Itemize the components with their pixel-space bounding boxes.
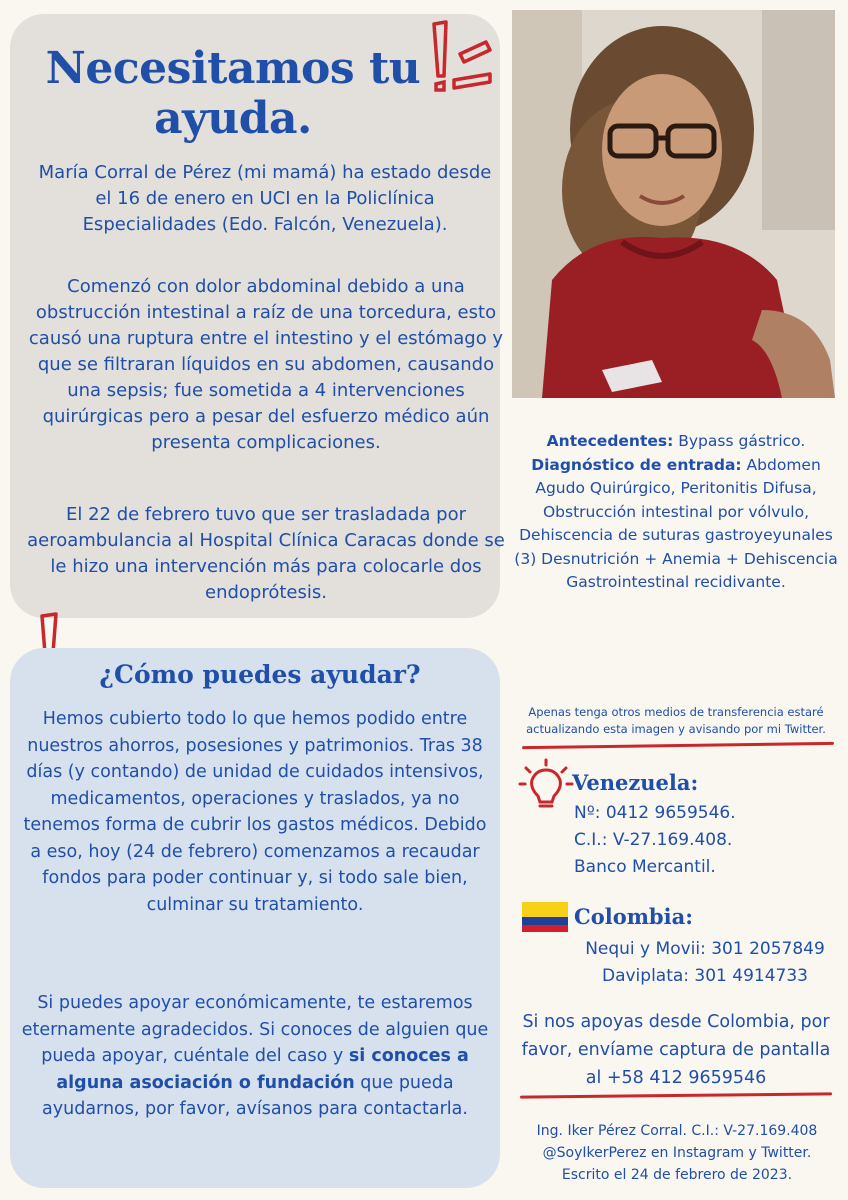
venezuela-bank: Banco Mercantil. xyxy=(574,857,716,877)
signature-name: Ing. Iker Pérez Corral. C.I.: V-27.169.408 xyxy=(536,1123,818,1139)
signature-social: @SoyIkerPerez en Instagram y Twitter. xyxy=(542,1145,812,1161)
mother-photo xyxy=(512,10,835,398)
portrait-illustration xyxy=(512,10,835,398)
colombia-info xyxy=(570,936,840,990)
signature-date: Escrito el 24 de febrero de 2023. xyxy=(561,1167,793,1183)
colombia-nequi: Nequi y Movii: 301 2057849 xyxy=(585,939,825,959)
colombia-ask: Si nos apoyas desde Colombia, por favor, envíame captura de pantalla al +58 412 9659546 xyxy=(521,1012,831,1088)
venezuela-ci: C.I.: V-27.169.408. xyxy=(574,830,733,850)
medical-details xyxy=(512,430,840,595)
antecedentes-value: Bypass gástrico. xyxy=(673,432,806,450)
update-note: Apenas tenga otros medios de transferencia estaré actualizando esta imagen y avisando por mi Twitter. xyxy=(526,705,826,736)
antecedentes-label: Antecedentes: xyxy=(546,432,674,450)
help-title: ¿Cómo puedes ayudar? xyxy=(99,660,421,689)
help-paragraph: Hemos cubierto todo lo que hemos podido entre nuestros ahorros, posesiones y patrimonios. Tras 38 días (y contando) de unidad de cuidados intensivos, medicamentos, operaciones y traslados, ya no tenemos forma de cubrir los gastos médicos. Debido a eso, hoy (24 de febrero) comenzamos a recaudar fondos para poder continuar y, si todo sale bien, culminar su tratamiento. xyxy=(23,709,487,915)
signature xyxy=(512,1120,842,1186)
diagnostico-value: Abdomen Agudo Quirúrgico, Peritonitis Difusa, Obstrucción intestinal por vólvulo, Dehiscencia de suturas gastroyeyunales (3) Desnutrición + Anemia + Dehiscencia Gastrointestinal recidivante. xyxy=(514,455,838,591)
ask-underline xyxy=(520,1092,832,1098)
support-text-b: que pueda ayudarnos, por favor, avísanos para contactarla. xyxy=(42,1072,468,1119)
exclamation-icon xyxy=(420,16,500,106)
colombia-flag-icon xyxy=(522,902,568,932)
colombia-title: Colombia: xyxy=(574,904,693,929)
colombia-daviplata: Daviplata: 301 4914733 xyxy=(601,966,808,986)
transfer-paragraph: El 22 de febrero tuvo que ser trasladada por aeroambulancia al Hospital Clínica Caracas donde se le hizo una intervención más para colocarle dos endoprótesis. xyxy=(27,504,505,603)
support-text-bold: si conoces a alguna asociación o fundación xyxy=(56,1046,469,1093)
intro-paragraph: María Corral de Pérez (mi mamá) ha estado desde el 16 de enero en UCI en la Policlínica Especialidades (Edo. Falcón, Venezuela). xyxy=(38,162,492,235)
venezuela-info xyxy=(574,800,736,881)
venezuela-title: Venezuela: xyxy=(572,770,699,795)
lightbulb-icon xyxy=(518,758,574,814)
main-title: Necesitamos tu ayuda. xyxy=(45,43,421,144)
venezuela-number: Nº: 0412 9659546. xyxy=(574,803,736,823)
condition-paragraph: Comenzó con dolor abdominal debido a una obstrucción intestinal a raíz de una torcedura, esto causó una ruptura entre el intestino y el estómago y que se filtraran líquidos en su abdomen, causando una sepsis; fue sometida a 4 intervenciones quirúrgicas pero a pesar del esfuerzo médico aún presenta complicaciones. xyxy=(28,276,504,453)
diagnostico-label: Diagnóstico de entrada: xyxy=(531,455,742,474)
support-text-a: Si puedes apoyar económicamente, te estaremos eternamente agradecidos. Si conoces de alguien que pueda apoyar, cuéntale del caso y xyxy=(21,993,489,1066)
support-paragraph xyxy=(16,990,494,1123)
help-card xyxy=(10,648,500,1188)
note-underline xyxy=(522,742,834,749)
